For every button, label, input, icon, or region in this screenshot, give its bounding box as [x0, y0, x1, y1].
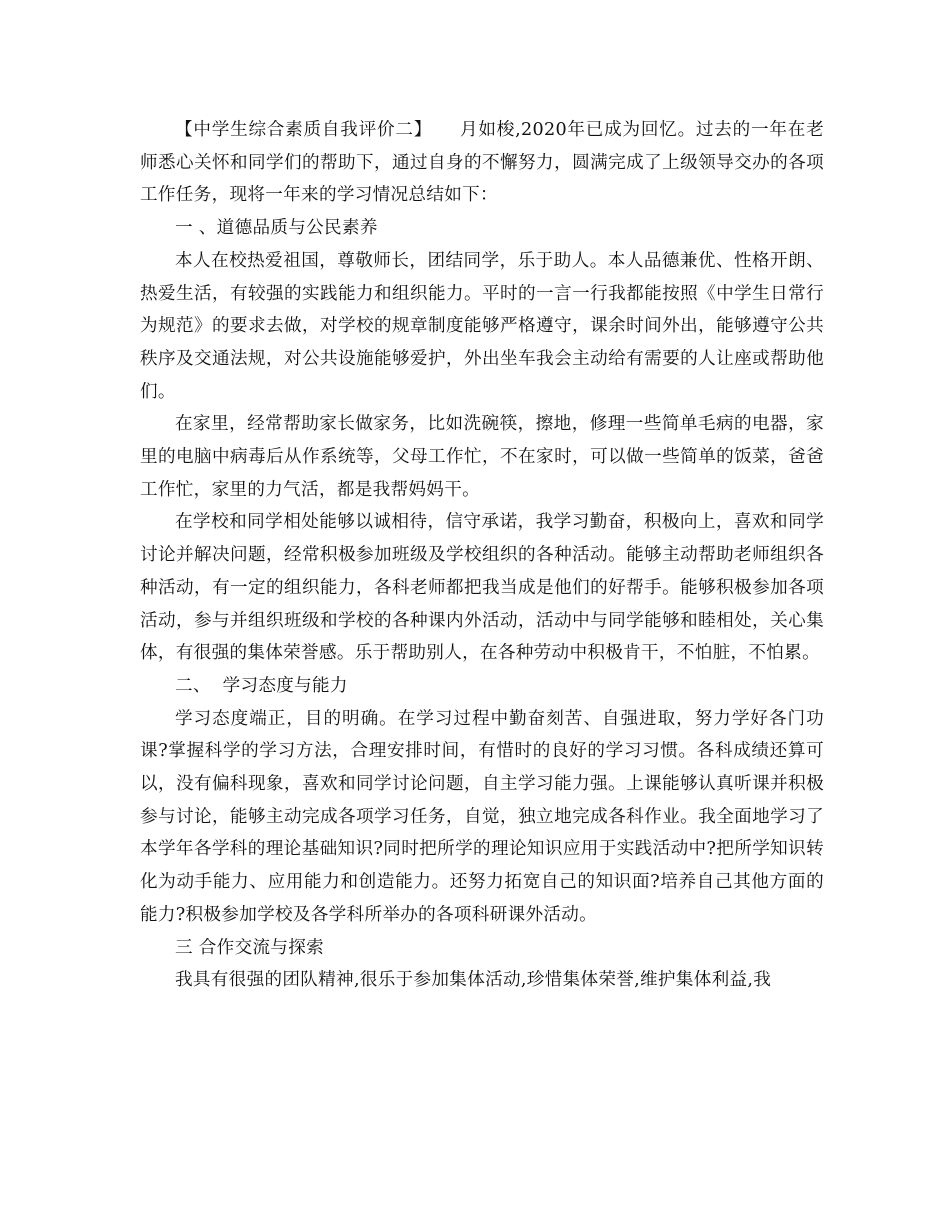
paragraph-moral-3: 在学校和同学相处能够以诚相待，信守承诺，我学习勤奋，积极向上，喜欢和同学讨论并解决问题，经常积极参加班级及学校组织的各种活动。能够主动帮助老师组织各种活动，有一定的组织能力，各科老师都把我当成是他们的好帮手。能够积极参加各项活动，参与并组织班级和学校的各种课内外活动，活动中与同学能够和睦相处，关心集体，有很强的集体荣誉感。乐于帮助别人，在各种劳动中积极肯干，不怕脏，不怕累。 — [140, 512, 824, 664]
title-gap — [423, 120, 460, 140]
document-title: 【中学生综合素质自我评价二】 — [175, 120, 424, 140]
section-heading-study: 二、 学习态度与能力 — [175, 675, 348, 696]
paragraph-moral-1: 本人在校热爱祖国，尊敬师长，团结同学，乐于助人。本人品德兼优、性格开朗、热爱生活，有较强的实践能力和组织能力。平时的一言一行我都能按照《中学生日常行为规范》的要求去做，对学校的规章制度能够严格遵守，课余时间外出，能够遵守公共秩序及交通法规，对公共设施能够爱护，外出坐车我会主动给有需要的人让座或帮助他们。 — [140, 250, 824, 402]
paragraph-moral-2: 在家里，经常帮助家长做家务，比如洗碗筷，擦地，修理一些简单毛病的电器，家里的电脑中病毒后从作系统等，父母工作忙，不在家时，可以做一些简单的饭菜，爸爸工作忙，家里的力气活，都是我帮妈妈干。 — [140, 414, 824, 500]
document-body — [140, 114, 824, 997]
paragraph-study-1: 学习态度端正，目的明确。在学习过程中勤奋刻苦、自强进取，努力学好各门功课?掌握科学的学习方法，合理安排时间，有惜时的良好的学习习惯。各科成绩还算可以，没有偏科现象，喜欢和同学讨论问题，自主学习能力强。上课能够认真听课并积极参与讨论，能够主动完成各项学习任务，自觉，独立地完成各科作业。我全面地学习了本学年各学科的理论基础知识?同时把所学的理论知识应用于实践活动中?把所学知识转化为动手能力、应用能力和创造能力。还努力拓宽自己的知识面?培养自己其他方面的能力?积极参加学校及各学科所举办的各项科研课外活动。 — [140, 708, 824, 925]
paragraph-cooperation-1: 我具有很强的团队精神,很乐于参加集体活动,珍惜集体荣誉,维护集体利益,我 — [175, 970, 772, 991]
intro-paragraph — [140, 114, 824, 212]
intro-text: 月如梭,2020年已成为回忆。过去的一年在老师悉心关怀和同学们的帮助下，通过自身的不懈努力，圆满完成了上级领导交办的各项工作任务，现将一年来的学习情况总结如下： — [140, 120, 824, 206]
section-heading-moral: 一 、道德品质与公民素养 — [175, 218, 378, 239]
section-heading-cooperation: 三 合作交流与探索 — [175, 937, 325, 958]
